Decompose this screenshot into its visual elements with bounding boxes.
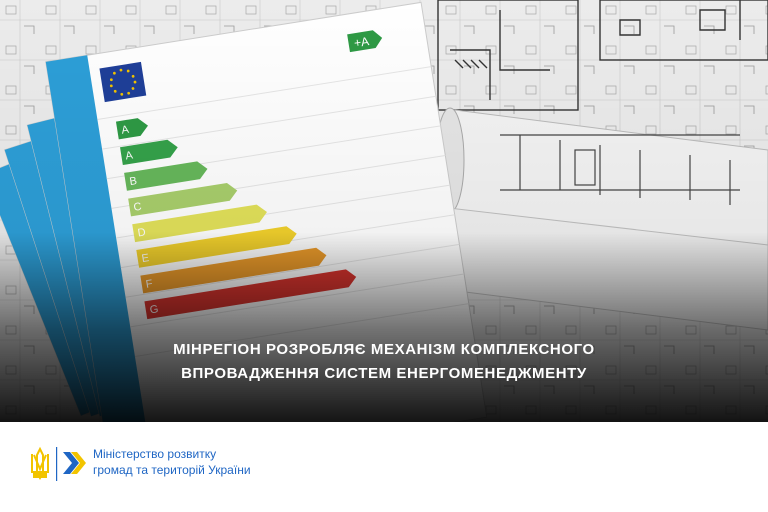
trident-emblem-icon bbox=[32, 449, 48, 478]
headline-line-1: МІНРЕГІОН РОЗРОБЛЯЄ МЕХАНІЗМ КОМПЛЕКСНОГО bbox=[173, 341, 595, 358]
chevron-arrows-icon bbox=[63, 452, 86, 474]
logo-divider bbox=[56, 447, 57, 481]
footer bbox=[0, 422, 768, 512]
headline bbox=[0, 338, 768, 386]
headline-line-2: ВПРОВАДЖЕННЯ СИСТЕМ ЕНЕРГОМЕНЕДЖМЕНТУ bbox=[181, 365, 587, 382]
ministry-name bbox=[93, 446, 251, 478]
ministry-name-line-1: Міністерство розвитку bbox=[93, 447, 217, 461]
ministry-name-line-2: громад та територій України bbox=[93, 463, 251, 477]
